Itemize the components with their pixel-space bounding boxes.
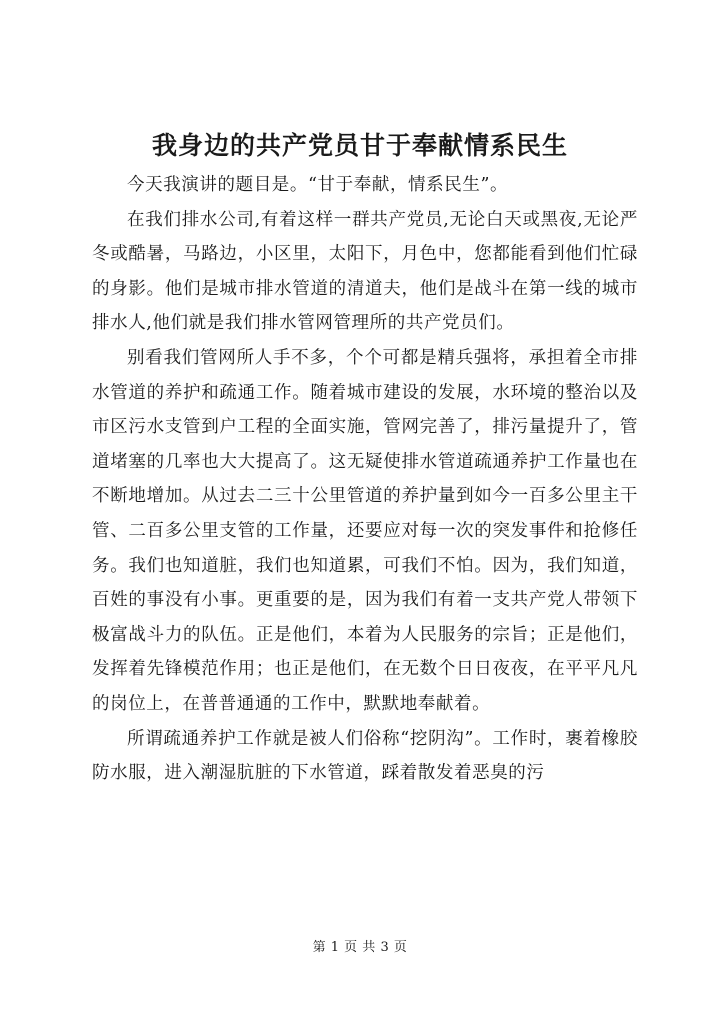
document-title: 我身边的共产党员甘于奉献情系民生 [151, 131, 568, 160]
paragraph-1: 今天我演讲的题目是。“甘于奉献，情系民生”。 [127, 175, 509, 195]
document-body [92, 168, 638, 791]
paragraph-3: 别看我们管网所人手不多，个个可都是精兵强将，承担着全市排水管道的养护和疏通工作。随着城市建设的发展，水环境的整治以及市区污水支管到户工程的全面实施，管网完善了，排污量提升了，管道堵塞的几率也大大提高了。这无疑使排水管道疏通养护工作量也在不断地增加。从过去二三十公里管道的养护量到如今一百多公里主干管、二百多公里支管的工作量，还要应对每一次的突发事件和抢修任务。我们也知道脏，我们也知道累，可我们不怕。因为，我们知道，百姓的事没有小事。更重要的是，因为我们有着一支共产党人带领下极富战斗力的队伍。正是他们，本着为人民服务的宗旨；正是他们，发挥着先锋模范作用；也正是他们，在无数个日日夜夜，在平平凡凡的岗位上，在普普通通的工作中，默默地奉献着。 [92, 347, 638, 714]
paragraph-4: 所谓疏通养护工作就是被人们俗称“挖阴沟”。工作时，裹着橡胶防水服，进入潮湿肮脏的下水管道，踩着散发着恶臭的污 [92, 728, 638, 784]
page-footer: 第 1 页 共 3 页 [312, 940, 408, 955]
paragraph-2: 在我们排水公司,有着这样一群共产党员,无论白天或黑夜,无论严冬或酷暑，马路边，小区里，太阳下，月色中，您都能看到他们忙碌的身影。他们是城市排水管道的清道夫，他们是战斗在第一线的城市排水人,他们就是我们排水管网管理所的共产党员们。 [92, 209, 638, 334]
